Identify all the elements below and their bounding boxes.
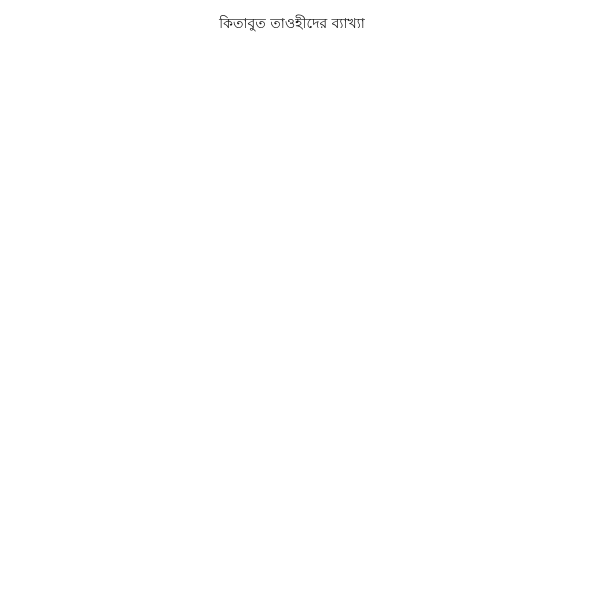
page-title: কিতাবুত তাওহীদের ব্যাখ্যা (219, 16, 365, 32)
